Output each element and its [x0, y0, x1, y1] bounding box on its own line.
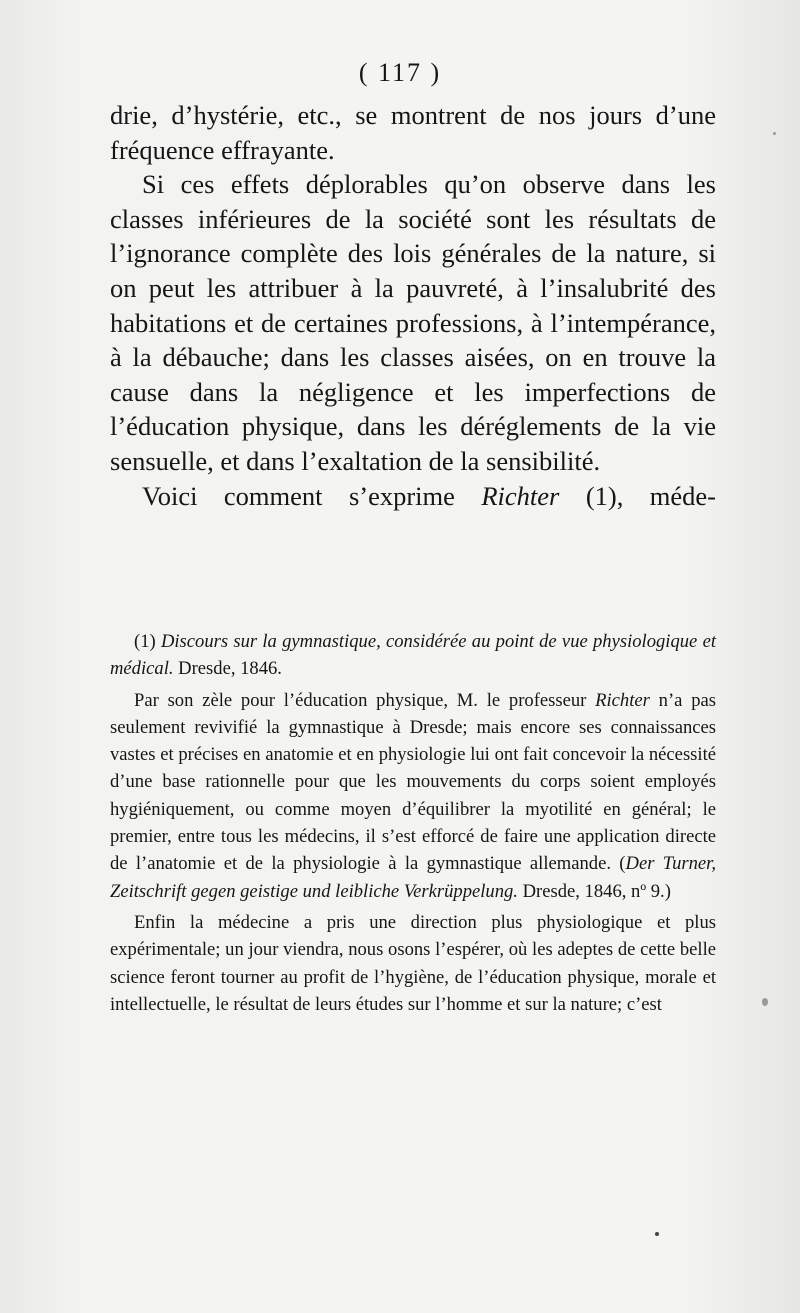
footnote-reference-title: Der Turner, Zeitschrift gegen geistige und leibliche Verkrüppelung. — [110, 853, 716, 902]
footnote-reference-rest: Dresde, 1846, nº 9.) — [517, 880, 671, 902]
footnote-citation — [110, 628, 716, 683]
paper-speck — [773, 132, 776, 135]
author-name-richter: Richter — [481, 480, 560, 511]
paper-speck — [762, 998, 768, 1006]
footnote-paragraph-1-a: Par son zèle pour l’éducation physique, M. le professeur — [134, 689, 596, 711]
footnote-marker: (1) — [134, 631, 161, 652]
footnote-paragraph-1-b: n’a pas seulement revivifié la gymnastique à Dresde; mais encore ses connaissances vastes et précises en anatomie et en physiologie lui ont fait concevoir la nécessité d’une base rationnelle pour que les mouvements du corps soient employés hygiéniquement, ou comme moyen d’équilibrer la myotilité en général; le premier, entre tous les médecins, il s’est efforcé de faire une application directe de l’anatomie et de la physiologie à la gymnastique allemande. ( — [110, 689, 716, 875]
footnote-name-richter: Richter — [595, 689, 650, 711]
footnote-title: Discours sur la gymnastique, considérée au point de vue physiologique et médical. — [110, 631, 716, 680]
paragraph-3-end: (1), méde- — [559, 480, 716, 511]
footnote-title-rest: Dresde, 1846. — [173, 658, 282, 680]
paragraph-3 — [110, 479, 716, 514]
paper-speck — [655, 1232, 659, 1236]
main-text — [110, 98, 716, 513]
paragraph-1: drie, d’hystérie, etc., se montrent de nos jours d’une fréquence effrayante. — [110, 100, 716, 165]
paragraph-3-start: Voici comment s’exprime — [142, 480, 482, 511]
footnote-paragraph-1 — [110, 687, 716, 905]
footnotes — [110, 628, 716, 1018]
paragraph-2: Si ces effets déplorables qu’on observe dans les classes inférieures de la société sont les résultats de l’ignorance complète des lois générales de la nature, si on peut les attribuer à la pauvreté, à l’insalubrité des habitations et de certaines professions, à l’intempérance, à la débauche; dans les classes aisées, on en trouve la cause dans la négligence et les imperfections de l’éducation physique, dans les déréglements de la vie sensuelle, et dans l’exaltation de la sensibilité. — [110, 169, 716, 476]
page-number: ( 117 ) — [358, 58, 442, 87]
footnote-paragraph-2: Enfin la médecine a pris une direction plus physiologique et plus expérimentale; un jour viendra, nous osons l’espérer, où les adeptes de cette belle science feront tourner au profit de l’hygiène, de l’éducation physique, morale et intellectuelle, le résultat de leurs études sur l’homme et sur la nature; c’est — [110, 911, 716, 1015]
